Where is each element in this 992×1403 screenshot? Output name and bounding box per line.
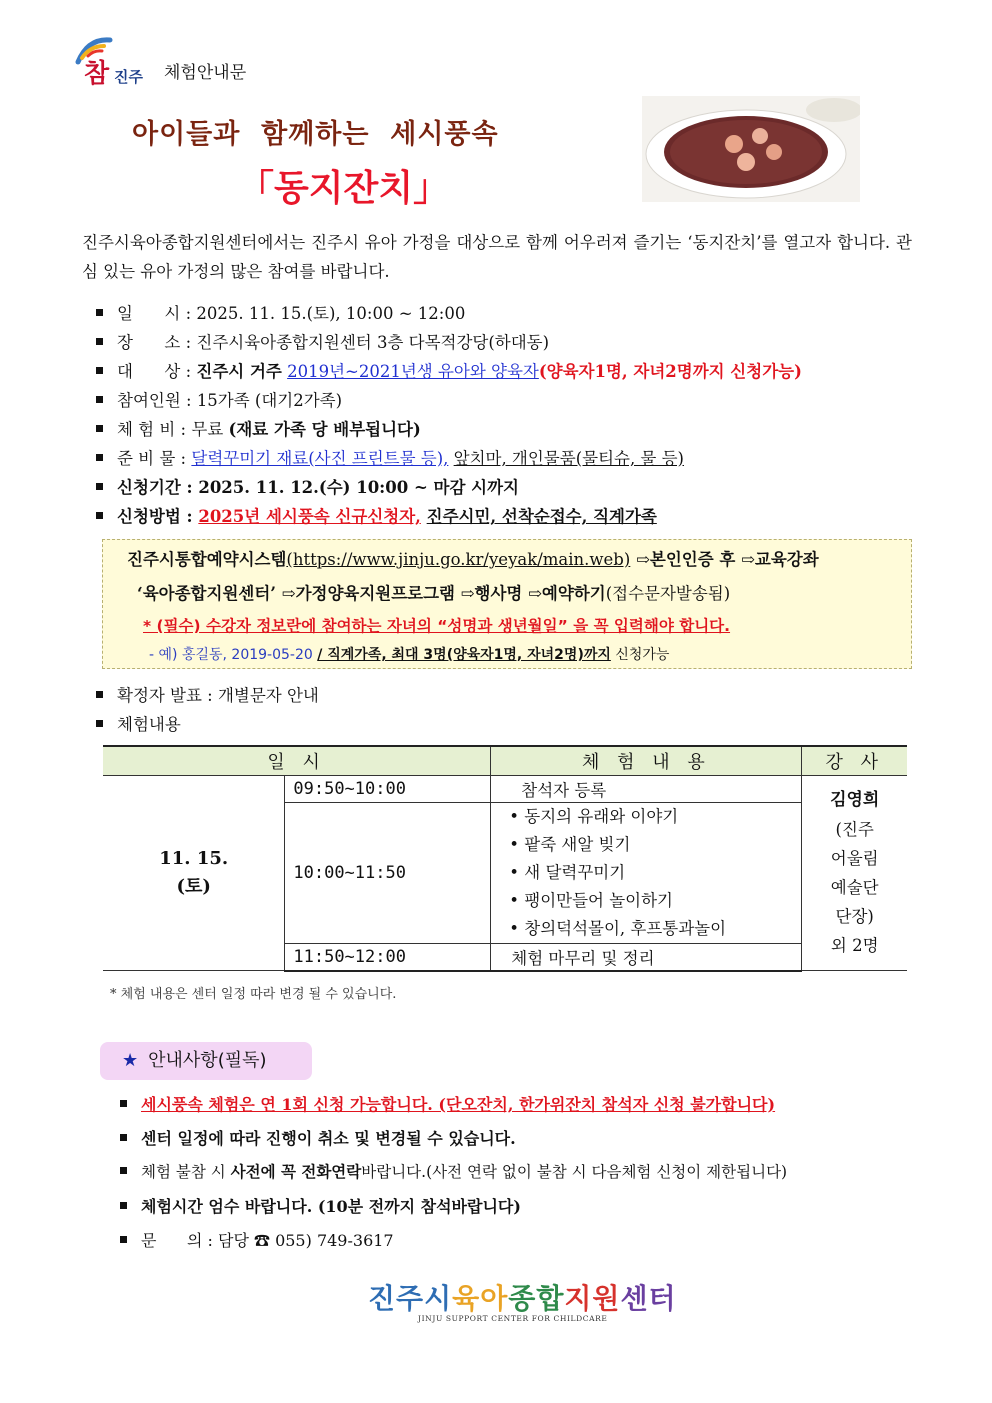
- announcement: 확정자 발표 : 개별문자 안내: [96, 682, 319, 706]
- info-fee: 체 험 비 : 무료 (재료 가족 당 배부됩니다): [96, 416, 421, 440]
- header-content: 체 험 내 용: [491, 746, 802, 776]
- star-icon: ★: [122, 1050, 139, 1071]
- contact-info: 문 의 : 담당 ☎ 055) 749-3617: [120, 1228, 394, 1251]
- list-item: • 팥죽 새알 빚기: [509, 835, 631, 854]
- application-notice-box: [102, 539, 912, 669]
- info-place: 장 소 : 진주시육아종합지원센터 3층 다목적강당(하대동): [96, 329, 549, 353]
- svg-text:진주: 진주: [114, 68, 143, 86]
- schedule-table: [103, 745, 907, 972]
- notice-example: - 예) 홍길동, 2019-05-20 / 직계가족, 최대 3명(양육자1명, 자녀2명)까지 신청가능: [149, 647, 670, 663]
- document-type: 체험안내문: [164, 63, 247, 83]
- reservation-url-link[interactable]: (https://www.jinju.go.kr/yeyak/main.web): [286, 550, 631, 569]
- notice-line-1: 진주시통합예약시스템(https://www.jinju.go.kr/yeyak/main.web) ⇨본인인증 후 ⇨교육강좌: [127, 550, 819, 569]
- list-item: • 팽이만들어 놀이하기: [509, 891, 673, 910]
- activity-cell: 참석자 등록: [491, 776, 802, 803]
- info-period: 신청기간 : 2025. 11. 12.(수) 10:00 ~ 마감 시까지: [96, 474, 519, 498]
- notice-line-2: ‘육아종합지원센터’ ⇨가정양육지원프로그램 ⇨행사명 ⇨예약하기(접수문자발송됨): [137, 584, 731, 603]
- content-label: 체험내용: [96, 711, 181, 735]
- date-cell: 11. 15. (토): [103, 776, 285, 971]
- header-datetime: 일 시: [103, 746, 491, 776]
- svg-text:참: 참: [84, 59, 110, 88]
- center-english-name: JINJU SUPPORT CENTER FOR CHILDCARE: [418, 1314, 608, 1323]
- info-materials: 준 비 물 : 달력꾸미기 재료(사진 프린트물 등), 앞치마, 개인물품(물티슈, 물 등): [96, 445, 684, 469]
- notice-required: * (필수) 수강자 정보란에 참여하는 자녀의 “성명과 생년월일” 을 꼭 입력해야 합니다.: [143, 617, 731, 635]
- activity-cell: 체험 마무리 및 정리: [491, 944, 802, 971]
- time-slot: 11:50~12:00: [285, 944, 491, 971]
- guide-heading: ★ 안내사항(필독): [100, 1042, 312, 1080]
- activity-list: [491, 803, 802, 944]
- list-item: • 동지의 유래와 이야기: [509, 807, 679, 826]
- header-instructor: 강 사: [802, 746, 907, 776]
- info-date: 일 시 : 2025. 11. 15.(토), 10:00 ~ 12:00: [96, 300, 465, 324]
- guide-item: 센터 일정에 따라 진행이 취소 및 변경될 수 있습니다.: [120, 1126, 516, 1149]
- red-bean-porridge-image: [642, 96, 860, 202]
- center-logo: 진주시육아종합지원센터: [368, 1282, 677, 1315]
- guide-item: 세시풍속 체험은 연 1회 신청 가능합니다. (단오잔치, 한가위잔치 참석자 신청 불가합니다): [120, 1092, 775, 1115]
- title-line-1: 아이들과 함께하는 세시풍속: [132, 119, 499, 150]
- list-item: • 창의덕석몰이, 후프통과놀이: [509, 919, 727, 938]
- title-line-2: 「동지잔치」: [238, 168, 450, 209]
- table-note: * 체험 내용은 센터 일정 따라 변경 될 수 있습니다.: [110, 987, 397, 1002]
- intro-paragraph: 진주시육아종합지원센터에서는 진주시 유아 가정을 대상으로 함께 어우러져 즐기는 ‘동지잔치’를 열고자 합니다. 관심 있는 유아 가정의 많은 참여를 바랍니다.: [82, 233, 912, 281]
- guide-item: 체험 불참 시 사전에 꼭 전화연락바랍니다.(사전 연락 없이 불참 시 다음체험 신청이 제한됩니다): [120, 1160, 787, 1182]
- city-logo: [70, 32, 154, 88]
- list-item: • 새 달력꾸미기: [509, 863, 626, 882]
- info-target: 대 상 : 진주시 거주 2019년~2021년생 유아와 양육자(양육자1명, 자녀2명까지 신청가능): [96, 358, 802, 382]
- time-slot: 09:50~10:00: [285, 776, 491, 803]
- instructor-cell: 김영희 (진주 어울림 예술단 단장) 외 2명: [802, 776, 907, 971]
- guide-item: 체험시간 엄수 바랍니다. (10분 전까지 참석바랍니다): [120, 1194, 521, 1217]
- time-slot: 10:00~11:50: [285, 803, 491, 944]
- info-method: 신청방법 : 2025년 세시풍속 신규신청자, 진주시민, 선착순접수, 직계가족: [96, 503, 657, 527]
- info-people: 참여인원 : 15가족 (대기2가족): [96, 387, 342, 411]
